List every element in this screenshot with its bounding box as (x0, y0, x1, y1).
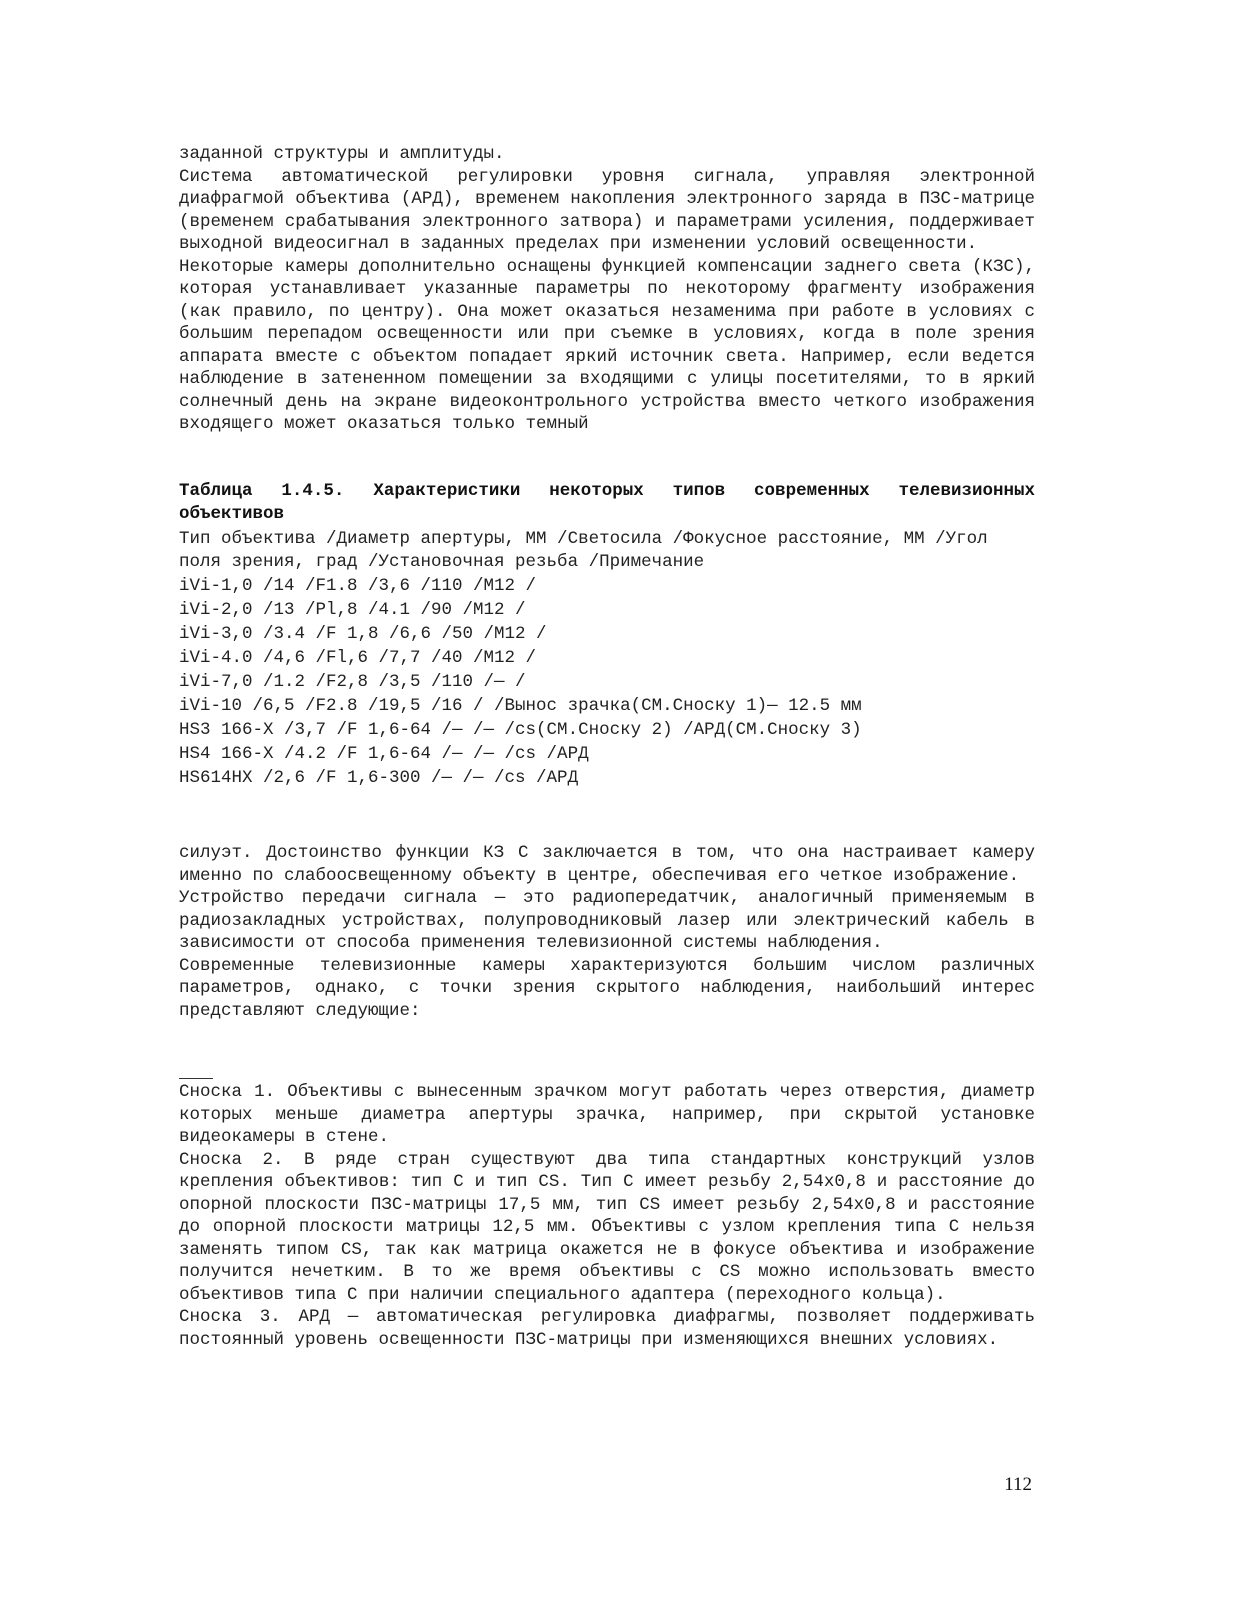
paragraph: Система автоматической регулировки уровня сигнала, управляя электронной диафрагмой объектива (АРД), временем накопления электронного заряда в ПЗС-матрице (временем срабатывания электронного затвора) и параметрами усиления, поддерживает выходной видеосигнал в заданных пределах при изменении условий освещенности. (179, 166, 1035, 254)
paragraph: Устройство передачи сигнала — это радиопередатчик, аналогичный применяемым в радиозакладных устройствах, полупроводниковый лазер или электрический кабель в зависимости от способа применения телевизионной системы наблюдения. (179, 888, 1035, 953)
table-row: iVi-3,0 /3.4 /F 1,8 /6,6 /50 /М12 / (179, 624, 547, 644)
table-row: HS3 166-X /3,7 /F 1,6-64 /— /— /cs(СМ.Сноску 2) /АРД(СМ.Сноску 3) (179, 720, 862, 740)
page-number: 112 (1004, 1474, 1032, 1495)
footnote: Сноска 2. В ряде стран существуют два типа стандартных конструкций узлов крепления объективов: тип С и тип CS. Тип С имеет резьбу 2,54x0,8 и расстояние до опорной плоскости ПЗС-матрицы 17,5 мм, тип CS имеет резьбу 2,54x0,8 и расстояние до опорной плоскости матрицы 12,5 мм. Объективы с узлом крепления типа С нельзя заменять типом CS, так как матрица окажется не в фокусе объектива и изображение получится нечетким. В то же время объективы с CS можно использовать вместо объективов типа С при наличии специального адаптера (переходного кольца). (179, 1149, 1035, 1305)
paragraph: Современные телевизионные камеры характеризуются большим числом различных параметров, однако, с точки зрения скрытого наблюдения, наибольший интерес представляют следующие: (179, 955, 1035, 1021)
table-caption-block (179, 480, 1035, 525)
footnotes (179, 1078, 1035, 1351)
footnote: Сноска 3. АРД — автоматическая регулировка диафрагмы, позволяет поддерживать постоянный уровень освещенности ПЗС-матрицы при изменяющихся внешних условиях. (179, 1307, 1035, 1350)
lens-table (179, 528, 1035, 790)
table-header: Тип объектива /Диаметр апертуры, ММ /Светосила /Фокусное расстояние, ММ /Угол поля зрения, град /Установочная резьба /Примечание (179, 529, 999, 572)
body-text-bottom (179, 842, 1035, 1022)
table-row: iVi-7,0 /1.2 /F2,8 /3,5 /110 /— / (179, 672, 526, 692)
footnote: Сноска 1. Объективы с вынесенным зрачком могут работать через отверстия, диаметр которых меньше диаметра апертуры зрачка, например, при скрытой установке видеокамеры в стене. (179, 1082, 1035, 1147)
paragraph: силуэт. Достоинство функции КЗ С заключается в том, что она настраивает камеру именно по слабоосвещенному объекту в центре, обеспечивая его четкое изображение. (179, 843, 1035, 886)
table-row: iVi-10 /6,5 /F2.8 /19,5 /16 / /Вынос зрачка(СМ.Сноску 1)— 12.5 мм (179, 696, 862, 716)
body-text-top (179, 143, 1035, 436)
paragraph: Некоторые камеры дополнительно оснащены функцией компенсации заднего света (КЗС), которая устанавливает указанные параметры по некоторому фрагменту изображения (как правило, по центру). Она может оказаться незаменима при работе в условиях с большим перепадом освещенности или при съемке в условиях, когда в поле зрения аппарата вместе с объектом попадает яркий источник света. Например, если ведется наблюдение в затененном помещении за входящими с улицы посетителями, то в яркий солнечный день на экране видеоконтрольного устройства вместо четкого изображения входящего может оказаться только темный (179, 256, 1035, 434)
table-row: iVi-4.0 /4,6 /Fl,6 /7,7 /40 /М12 / (179, 648, 537, 668)
table-row: iVi-1,0 /14 /F1.8 /3,6 /110 /М12 / (179, 576, 537, 596)
table-row: HS614HX /2,6 /F 1,6-300 /— /— /cs /АРД (179, 768, 579, 788)
paragraph: заданной структуры и амплитуды. (179, 144, 505, 164)
footnote-separator (179, 1078, 213, 1079)
table-row: HS4 166-X /4.2 /F 1,6-64 /— /— /cs /АРД (179, 744, 589, 764)
table-caption: Таблица 1.4.5. Характеристики некоторых типов современных телевизионных объективов (179, 481, 1035, 524)
table-row: iVi-2,0 /13 /Pl,8 /4.1 /90 /М12 / (179, 600, 526, 620)
